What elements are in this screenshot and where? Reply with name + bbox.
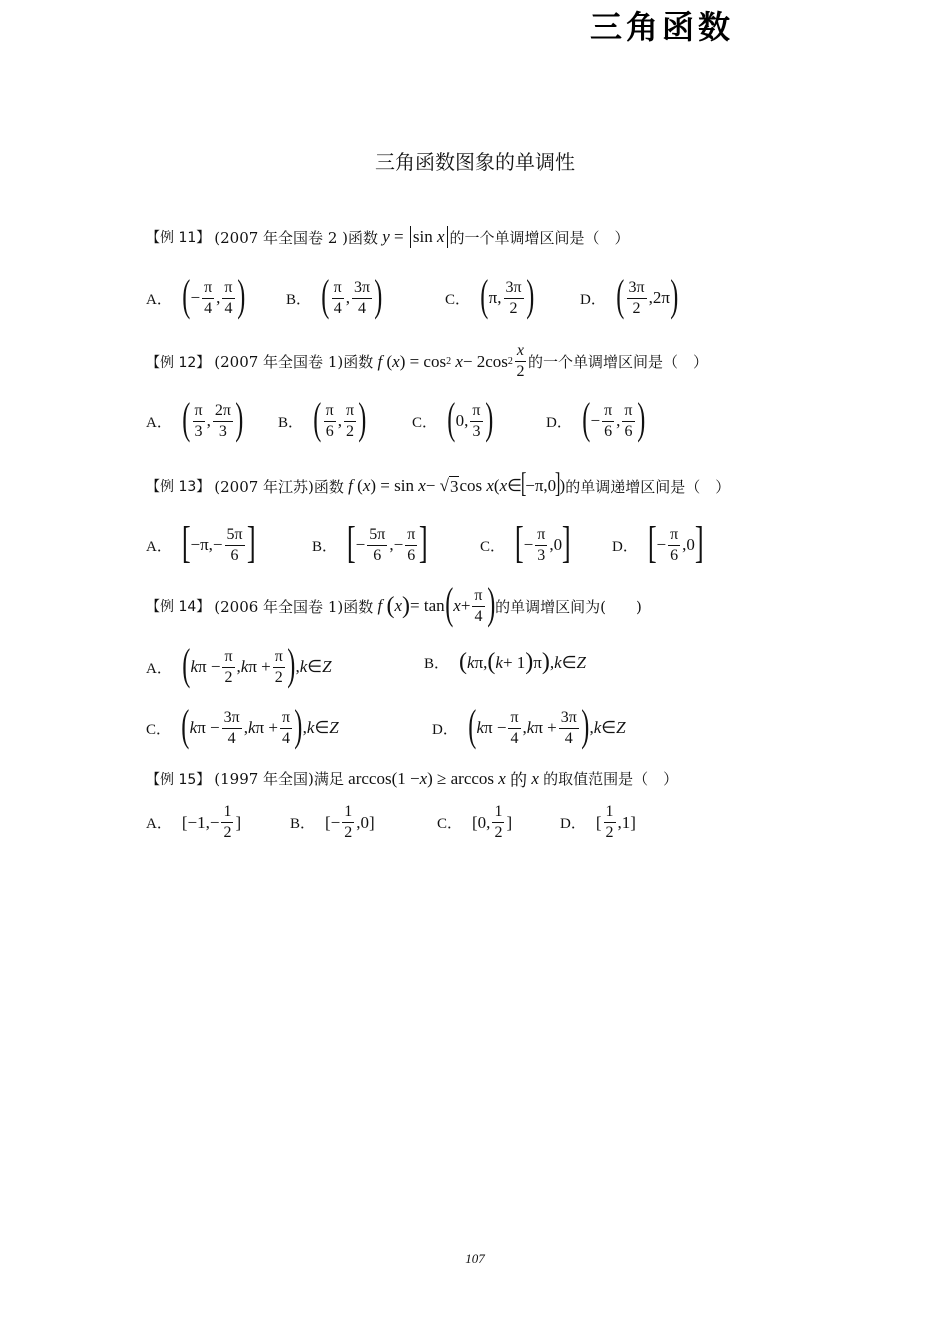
example-15-option-b: B． [− $\frac{1}{2}$ ,0] [290, 803, 375, 841]
option-label: B． [286, 291, 312, 308]
example-15-option-d: D． [ $\frac{1}{2}$ ,1] [560, 803, 636, 841]
example-13-option-a: A． [ −π,− $\frac{5\pi}{6}$ ] [146, 518, 256, 567]
example-14-option-b: B． ( k π, ( k + 1 ) π ) , k ∈ Z [424, 649, 586, 675]
example-tail: 的单调增区间为( ) [495, 597, 642, 616]
example-12-option-a: A． ( $\frac{\pi}{3}$ , $\frac{2\pi}{3}$ ) [146, 394, 244, 443]
example-15-question [146, 766, 678, 791]
option-label: C． [437, 816, 463, 832]
example-11-option-d: D． ( $\frac{3\pi}{2}$ ,2π ) [580, 271, 679, 320]
formula: f ( x ) = sin x − √ 3 cos x ( x ∈ [ −π,0 ] ) [348, 468, 566, 499]
example-tag: 【例 13】 [146, 479, 211, 495]
option-label: D． [546, 414, 572, 431]
option-label: D． [560, 816, 586, 832]
example-13-option-b: B． [ − $\frac{5\pi}{6}$ ,− $\frac{\pi}{6}$ ] [312, 518, 428, 567]
example-15-option-a: A． [−1,− $\frac{1}{2}$ ] [146, 803, 242, 841]
formula: arccos(1 − x ) ≥ arccos x 的 x [343, 768, 539, 790]
option-label: D． [580, 291, 606, 308]
option-label: B． [290, 816, 316, 832]
example-12-question [146, 343, 708, 380]
formula: f ( x ) = cos 2 x − 2cos 2 $\frac{x}{2}$ [377, 342, 525, 380]
option-label: D． [432, 721, 458, 738]
option-label: D． [612, 538, 638, 555]
example-source: (2007 年全国卷 1)函数 [214, 353, 374, 371]
example-12-option-d: D． ( − $\frac{\pi}{6}$ , $\frac{\pi}{6}$ ) [546, 394, 645, 443]
option-label: C． [146, 721, 172, 738]
example-14-option-d: D． ( k π − $\frac{\pi}{4}$ , k π + $\frac{3\pi}{4}$ ) , k ∈ Z [432, 701, 626, 750]
option-label: B． [312, 538, 338, 555]
example-source: (1997 年全国)满足 [214, 770, 344, 788]
document-header-title: 三角函数 [590, 8, 735, 46]
example-source: (2007 年全国卷 2 )函数 [214, 228, 378, 247]
example-tag: 【例 14】 [146, 599, 211, 615]
example-11-question [146, 226, 630, 248]
formula: y = sin x [378, 226, 450, 248]
option-label: A． [146, 538, 172, 555]
option-label: C． [412, 414, 438, 431]
page-number: 107 [465, 1251, 485, 1266]
example-11-option-c: C． ( π, $\frac{3\pi}{2}$ ) [445, 271, 534, 320]
option-label: C． [445, 291, 471, 308]
example-tail: 的一个单调增区间是（ ） [449, 228, 630, 247]
example-tag: 【例 11】 [146, 230, 211, 246]
example-source: (2007 年江苏)函数 [214, 477, 344, 496]
example-13-option-d: D． [ − $\frac{\pi}{6}$ ,0 ] [612, 518, 704, 567]
example-tail: 的取值范围是（ ） [543, 770, 679, 788]
option-label: B． [278, 414, 304, 431]
example-13-question [146, 468, 731, 500]
example-14-option-a: A． ( k π − $\frac{\pi}{2}$ , k π + $\frac{\pi}{2}$ ) , k ∈ Z [146, 640, 332, 689]
example-15-option-c: C． [0, $\frac{1}{2}$ ] [437, 803, 513, 841]
option-label: A． [146, 291, 172, 308]
section-title: 三角函数图象的单调性 [375, 150, 575, 174]
option-label: A． [146, 414, 172, 431]
example-12-option-c: C． ( 0, $\frac{\pi}{3}$ ) [412, 394, 493, 443]
example-tag: 【例 15】 [146, 771, 211, 788]
example-14-question [146, 579, 642, 628]
option-label: A． [146, 660, 172, 677]
example-tail: 的一个单调增区间是（ ） [528, 353, 709, 371]
example-source: (2006 年全国卷 1)函数 [214, 597, 374, 616]
formula: f ( x ) = tan ( x + $\frac{\pi}{4}$ ) [377, 579, 495, 628]
example-13-option-c: C． [ − $\frac{\pi}{3}$ ,0 ] [480, 518, 571, 567]
example-tag: 【例 12】 [146, 354, 211, 371]
example-tail: 的单调递增区间是（ ） [565, 477, 731, 496]
example-11-option-a: A． ( − $\frac{\pi}{4}$ , $\frac{\pi}{4}$ ) [146, 271, 245, 320]
option-label: C． [480, 538, 506, 555]
example-11-option-b: B． ( $\frac{\pi}{4}$ , $\frac{3\pi}{4}$ ) [286, 271, 383, 320]
option-label: A． [146, 816, 172, 832]
option-label: B． [424, 656, 450, 672]
example-12-option-b: B． ( $\frac{\pi}{6}$ , $\frac{\pi}{2}$ ) [278, 394, 367, 443]
example-14-option-c: C． ( k π − $\frac{3\pi}{4}$ , k π + $\frac{\pi}{4}$ ) , k ∈ Z [146, 701, 339, 750]
